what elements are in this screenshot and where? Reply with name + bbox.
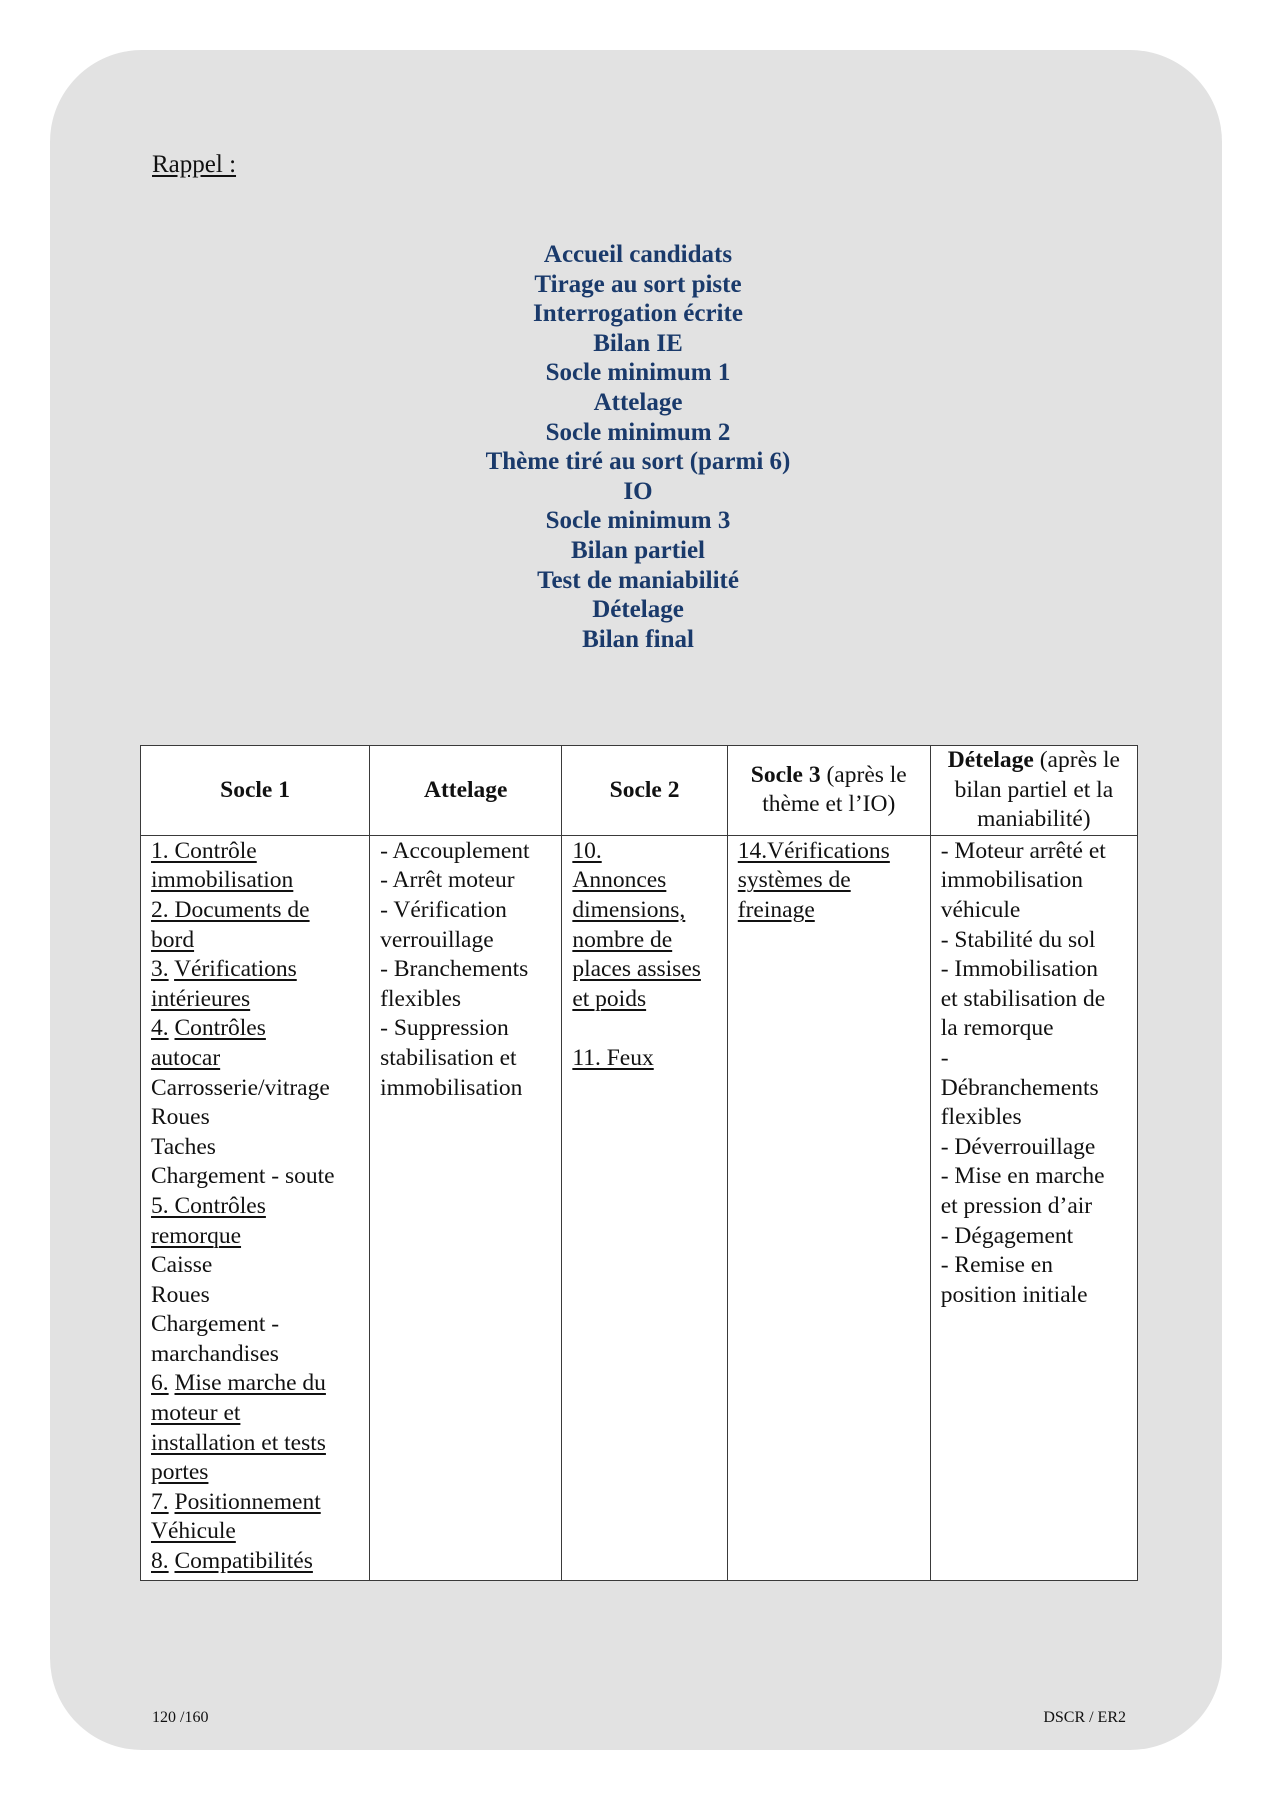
detelage-line: et pression d’air	[940, 1192, 1093, 1219]
rappel-heading: Rappel :	[152, 151, 237, 178]
header-detelage	[930, 746, 1137, 836]
step-item: IO	[623, 477, 653, 505]
socle2-item-10-cont	[572, 896, 716, 926]
document-reference: DSCR / ER2	[1043, 1709, 1126, 1726]
header-socle-3-note: (après le thème et l’IO)	[762, 761, 907, 818]
underlined-text: dimensions,	[572, 896, 686, 923]
underlined-text: Positionnement	[174, 1488, 321, 1515]
attelage-line: - Arrêt moteur	[380, 867, 515, 894]
underlined-text: 8.	[151, 1548, 169, 1575]
socle1-item-1-cont	[151, 866, 359, 896]
detelage-line: -	[940, 1044, 949, 1071]
underlined-text: Mise marche du	[174, 1370, 326, 1397]
page-number: 120 /160	[152, 1709, 209, 1726]
underlined-text: 14.Vérifications	[737, 837, 890, 864]
socle1-item-8	[151, 1547, 359, 1577]
attelage-line: - Branchements	[380, 956, 529, 983]
underlined-text: 10.	[572, 837, 602, 864]
attelage-line: - Suppression	[380, 1015, 509, 1042]
underlined-text: immobilisation	[151, 867, 294, 894]
steps-list	[0, 240, 1272, 654]
step-item: Bilan IE	[593, 329, 683, 357]
socle2-item-11	[572, 1044, 716, 1074]
detelage-line: position initiale	[940, 1281, 1088, 1308]
detelage-line: - Déverrouillage	[940, 1133, 1096, 1160]
step-item: Dételage	[592, 596, 684, 624]
socle1-item-7-cont	[151, 1517, 359, 1547]
socle1-sub-item: Roues	[151, 1281, 210, 1308]
socle1-sub-item: Caisse	[151, 1252, 213, 1279]
underlined-text: installation et tests	[151, 1429, 326, 1456]
underlined-text: moteur et	[151, 1400, 241, 1427]
socle1-item-1	[151, 837, 359, 867]
underlined-text: nombre de	[572, 926, 673, 953]
underlined-text: 4.	[151, 1015, 169, 1042]
header-socle-3-title: Socle 3	[750, 761, 821, 788]
underlined-text: Contrôles	[174, 1015, 266, 1042]
socle1-sub-item: Chargement -	[151, 1311, 280, 1338]
underlined-text: 6.	[151, 1370, 169, 1397]
underlined-text: places assises	[572, 956, 701, 983]
detelage-line: - Mise en marche	[940, 1163, 1105, 1190]
detelage-line: - Immobilisation	[940, 956, 1099, 983]
step-item: Attelage	[593, 388, 683, 416]
detelage-line: - Moteur arrêté et	[940, 837, 1106, 864]
underlined-text: 2. Documents de	[151, 896, 310, 923]
socle1-sub-item: Carrosserie/vitrage	[151, 1074, 330, 1101]
cell-detelage	[930, 835, 1137, 1580]
detelage-line: - Stabilité du sol	[940, 926, 1096, 953]
socle2-item-10-cont	[572, 926, 716, 956]
socle3-item-14-cont	[738, 866, 920, 896]
table-row	[141, 835, 1138, 1580]
header-socle-2-title: Socle 2	[609, 776, 680, 803]
detelage-line: flexibles	[940, 1104, 1022, 1131]
cell-socle-3	[727, 835, 930, 1580]
socle2-item-10	[572, 837, 716, 867]
attelage-line: flexibles	[380, 985, 462, 1012]
step-item: Thème tiré au sort (parmi 6)	[485, 448, 791, 476]
socle1-sub-item: Taches	[151, 1133, 216, 1160]
cell-socle-2	[562, 835, 727, 1580]
underlined-text: Compatibilités	[174, 1548, 313, 1575]
underlined-text: systèmes de	[737, 867, 851, 894]
attelage-line: - Accouplement	[380, 837, 530, 864]
underlined-text: portes	[151, 1459, 209, 1486]
socle1-item-2	[151, 896, 359, 926]
header-attelage-title: Attelage	[423, 776, 508, 803]
socle1-item-6	[151, 1369, 359, 1399]
socle1-item-4	[151, 1014, 359, 1044]
detelage-line: Débranchements	[940, 1074, 1099, 1101]
socle1-item-3-cont	[151, 985, 359, 1015]
socle3-item-14-cont	[738, 896, 920, 926]
step-item: Test de maniabilité	[537, 566, 739, 594]
step-item: Socle minimum 3	[545, 507, 731, 535]
header-socle-2	[562, 746, 727, 836]
detelage-line: et stabilisation de	[940, 985, 1106, 1012]
header-attelage	[370, 746, 562, 836]
header-detelage-title: Dételage	[947, 747, 1034, 773]
socle1-sub-item: Roues	[151, 1104, 210, 1131]
step-item: Interrogation écrite	[533, 300, 743, 328]
underlined-text: Annonces	[572, 867, 667, 894]
underlined-text: 1. Contrôle	[151, 837, 257, 864]
socle2-item-10-cont	[572, 955, 716, 985]
underlined-text: 3.	[151, 956, 169, 983]
underlined-text: 11. Feux	[572, 1044, 654, 1071]
socle1-item-5-cont	[151, 1222, 359, 1252]
step-item: Bilan final	[582, 625, 694, 653]
table-header-row	[141, 746, 1138, 836]
socle1-item-6-cont	[151, 1429, 359, 1459]
socle2-item-10-cont	[572, 985, 716, 1015]
socle1-item-5	[151, 1192, 359, 1222]
header-socle-1-title: Socle 1	[220, 776, 290, 803]
summary-table	[140, 745, 1138, 1581]
underlined-text: Véhicule	[151, 1518, 236, 1545]
socle1-item-2-cont	[151, 926, 359, 956]
attelage-line: immobilisation	[380, 1074, 523, 1101]
underlined-text: 7.	[151, 1488, 169, 1515]
underlined-text: et poids	[572, 985, 647, 1012]
step-item: Socle minimum 1	[545, 359, 731, 387]
socle1-sub-item: marchandises	[151, 1340, 279, 1367]
underlined-text: bord	[151, 926, 195, 953]
attelage-line: stabilisation et	[380, 1044, 517, 1071]
socle1-item-3	[151, 955, 359, 985]
socle1-item-6-cont	[151, 1458, 359, 1488]
socle1-item-6-cont	[151, 1399, 359, 1429]
underlined-text: intérieures	[151, 985, 251, 1012]
detelage-line: immobilisation	[940, 867, 1084, 894]
socle2-item-10-cont	[572, 866, 716, 896]
socle1-item-7	[151, 1488, 359, 1518]
detelage-line: - Dégagement	[940, 1222, 1074, 1249]
underlined-text: freinage	[737, 896, 815, 923]
detelage-line: véhicule	[940, 896, 1021, 923]
cell-attelage	[370, 835, 562, 1580]
header-socle-3	[727, 746, 930, 836]
step-item: Tirage au sort piste	[534, 270, 742, 298]
attelage-line: - Vérification	[380, 896, 507, 923]
attelage-line: verrouillage	[380, 926, 494, 953]
socle3-item-14	[738, 837, 920, 867]
step-item: Bilan partiel	[570, 536, 706, 564]
detelage-line: - Remise en	[940, 1252, 1053, 1279]
underlined-text: Vérifications	[174, 956, 297, 983]
socle1-sub-item: Chargement - soute	[151, 1163, 335, 1190]
header-detelage-note: (après le bilan partiel et la maniabilité)	[954, 747, 1120, 833]
underlined-text: 5. Contrôles	[151, 1192, 266, 1219]
underlined-text: remorque	[151, 1222, 242, 1249]
socle1-item-4-cont	[151, 1044, 359, 1074]
underlined-text: autocar	[151, 1044, 221, 1071]
detelage-line: la remorque	[940, 1015, 1054, 1042]
header-socle-1	[141, 746, 370, 836]
step-item: Socle minimum 2	[545, 418, 731, 446]
step-item: Accueil candidats	[543, 241, 733, 268]
spacer	[572, 1014, 716, 1044]
cell-socle-1	[141, 835, 370, 1580]
